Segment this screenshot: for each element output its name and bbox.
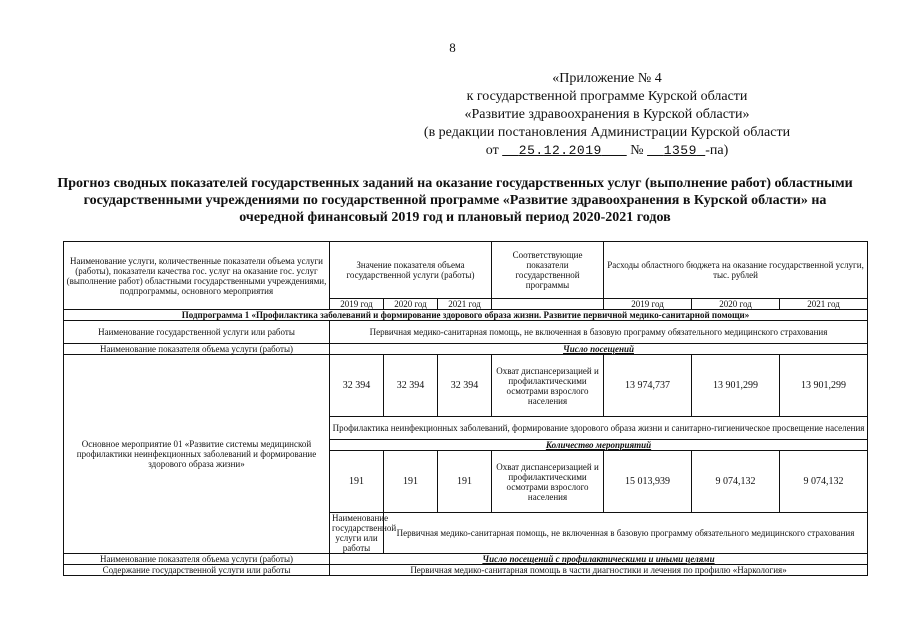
indicator-value: Число посещений с профилактическими и иными целями [330,554,868,565]
number-label: № [630,143,644,158]
header-budget: Расходы областного бюджета на оказание государственной услуги, тыс. рублей [604,242,868,299]
budget-2020: 13 901,299 [692,355,780,417]
header-program-indicators: Соответствующие показатели государственной программы [492,242,604,299]
content-value: Первичная медико-санитарная помощь в части диагностики и лечения по профилю «Наркология» [330,565,868,576]
appendix-line-1: «Приложение № 4 [552,71,662,86]
volume-2021: 191 [438,451,492,513]
page-number: 8 [449,40,456,55]
program-indicator: Охват диспансеризацией и профилактическими осмотрами взрослого населения [492,355,604,417]
header-year: 2019 год [604,299,692,310]
budget-2021: 9 074,132 [780,451,868,513]
header-year: 2019 год [330,299,384,310]
indicators-table [63,241,868,576]
volume-2021: 32 394 [438,355,492,417]
budget-2021: 13 901,299 [780,355,868,417]
appendix-line-2: к государственной программе Курской области [466,89,748,104]
indicator-label: Наименование показателя объема услуги (работы) [64,344,330,355]
service-label: Наименование государственной услуги или работы [330,513,384,554]
appendix-line-3: «Развитие здравоохранения в Курской области» [464,107,750,122]
resolution-number: 1359 [663,143,697,158]
program-indicator: Охват диспансеризацией и профилактическими осмотрами взрослого населения [492,451,604,513]
service-value: Первичная медико-санитарная помощь, не включенная в базовую программу обязательного медицинского страхования [330,321,868,344]
header-year: 2021 год [780,299,868,310]
header-volume: Значение показателя объема государственной услуги (работы) [330,242,492,299]
service-value: Первичная медико-санитарная помощь, не включенная в базовую программу обязательного медицинского страхования [384,513,868,554]
volume-2019: 32 394 [330,355,384,417]
header-service-name: Наименование услуги, количественные показатели объема услуги (работы), показатели качества гос. услуг на оказание гос. услуг (выполнение работ) областными государственными учреждениями, подпрограммы, основного мероприятия [64,242,330,310]
indicator-value: Число посещений [330,344,868,355]
volume-2019: 191 [330,451,384,513]
subprogram-row: Подпрограмма 1 «Профилактика заболеваний и формирование здорового образа жизни. Развитие первичной медико-санитарной помощи» [64,310,868,321]
appendix-line-4: (в редакции постановления Администрации Курской области [423,125,791,140]
header-empty [492,299,604,310]
indicator-label: Наименование показателя объема услуги (работы) [64,554,330,565]
content-label: Содержание государственной услуги или работы [64,565,330,576]
resolution-suffix: -па) [705,143,729,158]
activity-label: Основное мероприятие 01 «Развитие системы медицинской профилактики неинфекционных заболеваний и формирование здорового образа жизни» [64,355,330,554]
volume-2020: 32 394 [384,355,438,417]
budget-2019: 13 974,737 [604,355,692,417]
appendix-date-line [387,142,827,160]
document-title: Прогноз сводных показателей государственных заданий на оказание государственных услуг (выполнение работ) областными государственными учреждениями по государственной программе «Развитие здравоохранения в Курской области» на очередной финансовый 2019 год и плановый период 2020-2021 годов [57,176,853,225]
resolution-date: 25.12.2019 [518,143,602,158]
indicator-value: Количество мероприятий [330,440,868,451]
header-year: 2021 год [438,299,492,310]
budget-2020: 9 074,132 [692,451,780,513]
budget-2019: 15 013,939 [604,451,692,513]
date-prefix: от [485,143,499,158]
header-year: 2020 год [692,299,780,310]
header-year: 2020 год [384,299,438,310]
volume-2020: 191 [384,451,438,513]
appendix-header [387,70,827,160]
work-value: Профилактика неинфекционных заболеваний, формирование здорового образа жизни и санитарно-гигиеническое просвещение населения [330,417,868,440]
service-label: Наименование государственной услуги или работы [64,321,330,344]
